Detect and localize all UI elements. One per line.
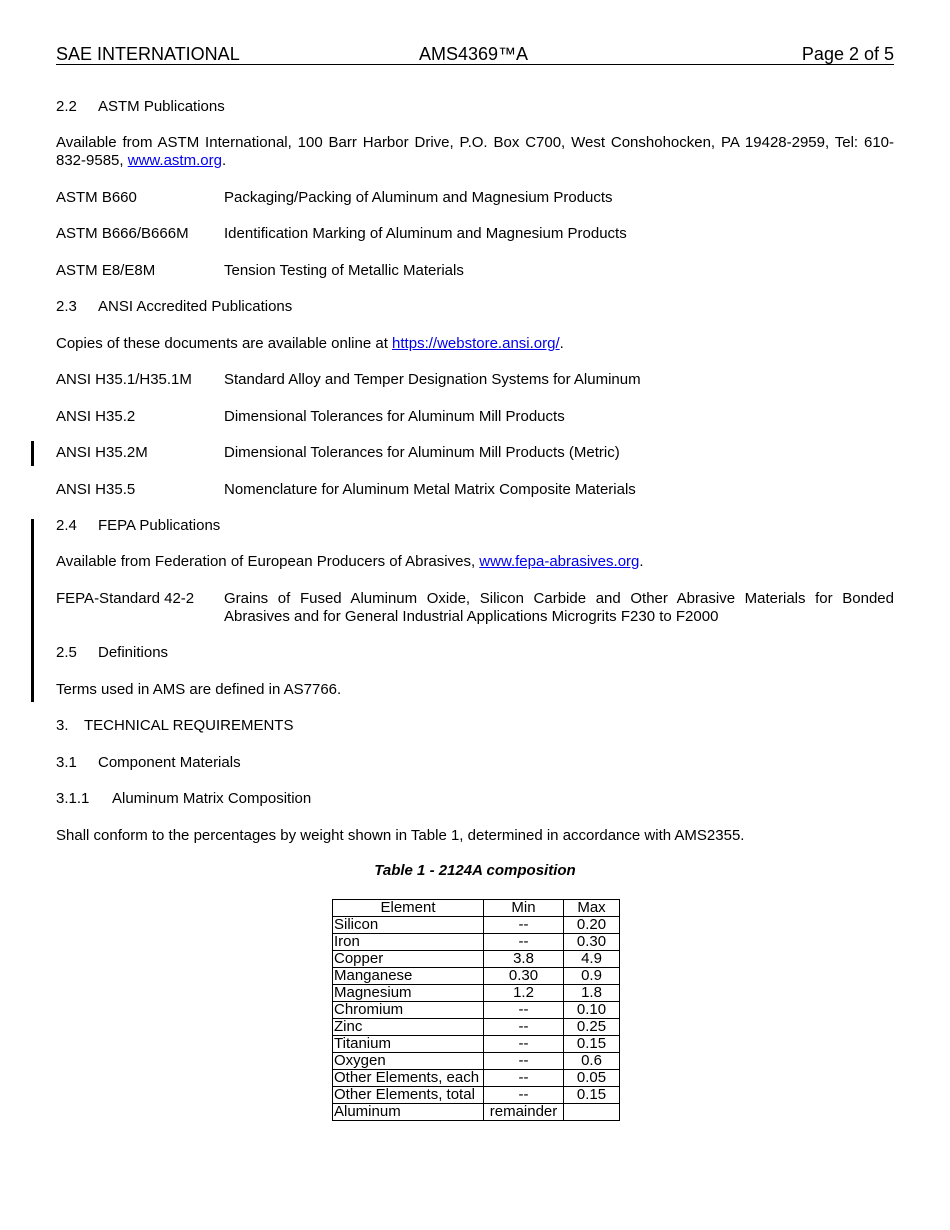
table-row — [333, 968, 620, 985]
table-row — [333, 1104, 620, 1121]
max-cell: 1.8 — [564, 985, 620, 1002]
section-title: ANSI Accredited Publications — [98, 298, 293, 315]
reference-entry — [56, 590, 894, 626]
header-org: SAE INTERNATIONAL — [56, 44, 240, 64]
header-page-number: Page 2 of 5 — [801, 44, 894, 64]
max-cell: 0.30 — [564, 934, 620, 951]
section-title: Definitions — [98, 644, 169, 661]
min-cell: 0.30 — [484, 968, 564, 985]
reference-code: ASTM B666/B666M — [56, 225, 189, 242]
section-title: TECHNICAL REQUIREMENTS — [84, 717, 294, 734]
max-cell: 0.6 — [564, 1053, 620, 1070]
element-cell: Silicon — [333, 917, 484, 934]
section-heading-2-5 — [56, 644, 894, 662]
element-cell: Oxygen — [333, 1053, 484, 1070]
availability-text: Copies of these documents are available online at — [56, 335, 393, 352]
element-cell: Magnesium — [333, 985, 484, 1002]
availability-punct: . — [639, 553, 644, 570]
composition-table — [332, 899, 620, 1121]
ansi-link[interactable]: https://webstore.ansi.org/ — [392, 335, 560, 352]
table-row — [333, 951, 620, 968]
table-row — [333, 1070, 620, 1087]
section-number: 3.1.1 — [56, 790, 90, 807]
table-row — [333, 1019, 620, 1036]
reference-title: Dimensional Tolerances for Aluminum Mill Products (Metric) — [224, 444, 620, 461]
definitions-text: Terms used in AMS are defined in AS7766. — [56, 681, 342, 698]
element-cell: Chromium — [333, 1002, 484, 1019]
reference-title: Tension Testing of Metallic Materials — [224, 262, 464, 279]
table-row — [333, 934, 620, 951]
element-cell: Iron — [333, 934, 484, 951]
section-heading-2-2 — [56, 98, 894, 116]
min-cell: -- — [484, 1019, 564, 1036]
min-cell: 3.8 — [484, 951, 564, 968]
reference-title: Nomenclature for Aluminum Metal Matrix Composite Materials — [224, 481, 636, 498]
reference-code: ASTM E8/E8M — [56, 262, 156, 279]
reference-title: Standard Alloy and Temper Designation Systems for Aluminum — [224, 371, 641, 388]
availability-punct: . — [559, 335, 564, 352]
element-cell: Other Elements, total — [333, 1087, 484, 1104]
column-header: Max — [564, 900, 620, 917]
min-cell: remainder — [484, 1104, 564, 1121]
revision-bar — [31, 519, 34, 702]
min-cell: -- — [484, 934, 564, 951]
section-number: 3.1 — [56, 754, 77, 771]
column-header: Min — [484, 900, 564, 917]
page-header — [56, 44, 894, 65]
table-row — [333, 985, 620, 1002]
min-cell: -- — [484, 1087, 564, 1104]
table-row — [333, 1002, 620, 1019]
section-title: Component Materials — [98, 754, 241, 771]
section-number: 2.4 — [56, 517, 77, 534]
reference-code: ASTM B660 — [56, 189, 137, 206]
fepa-link[interactable]: www.fepa-abrasives.org — [479, 553, 640, 570]
table-row — [333, 917, 620, 934]
header-doc-number: AMS4369™A — [419, 44, 529, 64]
min-cell: -- — [484, 1002, 564, 1019]
section-heading-2-4 — [56, 517, 894, 535]
section-heading-3 — [56, 717, 894, 735]
reference-title: Identification Marking of Aluminum and Magnesium Products — [224, 225, 627, 242]
max-cell: 0.9 — [564, 968, 620, 985]
reference-code: ANSI H35.2M — [56, 444, 148, 461]
section-title: FEPA Publications — [98, 517, 221, 534]
max-cell: 0.15 — [564, 1087, 620, 1104]
min-cell: -- — [484, 1070, 564, 1087]
max-cell: 0.10 — [564, 1002, 620, 1019]
column-header: Element — [333, 900, 484, 917]
element-cell: Titanium — [333, 1036, 484, 1053]
max-cell: 0.20 — [564, 917, 620, 934]
section-number: 2.3 — [56, 298, 77, 315]
reference-code: ANSI H35.2 — [56, 408, 136, 425]
reference-code: FEPA-Standard 42-2 — [56, 590, 195, 607]
element-cell: Other Elements, each — [333, 1070, 484, 1087]
max-cell: 4.9 — [564, 951, 620, 968]
table-header-row — [333, 900, 620, 917]
composition-requirement-text: Shall conform to the percentages by weight shown in Table 1, determined in accordance with AMS2355. — [56, 827, 745, 844]
availability-text: Available from Federation of European Producers of Abrasives, — [56, 553, 480, 570]
section-title: ASTM Publications — [98, 98, 225, 115]
astm-availability — [56, 134, 894, 170]
reference-code: ANSI H35.1/H35.1M — [56, 371, 192, 388]
element-cell: Manganese — [333, 968, 484, 985]
table-row — [333, 1036, 620, 1053]
section-heading-3-1 — [56, 754, 894, 772]
min-cell: -- — [484, 1053, 564, 1070]
availability-text: Available from ASTM International, 100 Barr Harbor Drive, P.O. Box C700, West Conshohocken, PA 19428-2959, Tel: 610-832-9585, — [56, 134, 894, 169]
max-cell: 0.15 — [564, 1036, 620, 1053]
revision-bar — [31, 441, 34, 466]
section-number: 3. — [56, 717, 69, 734]
element-cell: Aluminum — [333, 1104, 484, 1121]
min-cell: 1.2 — [484, 985, 564, 1002]
availability-punct: . — [221, 152, 227, 169]
min-cell: -- — [484, 917, 564, 934]
max-cell: 0.25 — [564, 1019, 620, 1036]
reference-title: Packaging/Packing of Aluminum and Magnesium Products — [224, 189, 613, 206]
fepa-availability — [56, 553, 894, 571]
table-caption: Table 1 - 2124A composition — [374, 862, 576, 879]
reference-code: ANSI H35.5 — [56, 481, 136, 498]
ansi-availability — [56, 335, 894, 353]
section-heading-3-1-1 — [56, 790, 894, 808]
section-heading-2-3 — [56, 298, 894, 316]
max-cell: 0.05 — [564, 1070, 620, 1087]
table-row — [333, 1053, 620, 1070]
element-cell: Zinc — [333, 1019, 484, 1036]
reference-title: Dimensional Tolerances for Aluminum Mill Products — [224, 408, 565, 425]
element-cell: Copper — [333, 951, 484, 968]
section-number: 2.2 — [56, 98, 77, 115]
astm-link[interactable]: www.astm.org — [127, 152, 222, 169]
max-cell — [564, 1104, 620, 1121]
section-title: Aluminum Matrix Composition — [112, 790, 312, 807]
section-number: 2.5 — [56, 644, 77, 661]
table-row — [333, 1087, 620, 1104]
reference-title: Grains of Fused Aluminum Oxide, Silicon Carbide and Other Abrasive Materials for Bonded Abrasives and for General Industrial Applications Microgrits F230 to F2000 — [224, 590, 894, 625]
min-cell: -- — [484, 1036, 564, 1053]
